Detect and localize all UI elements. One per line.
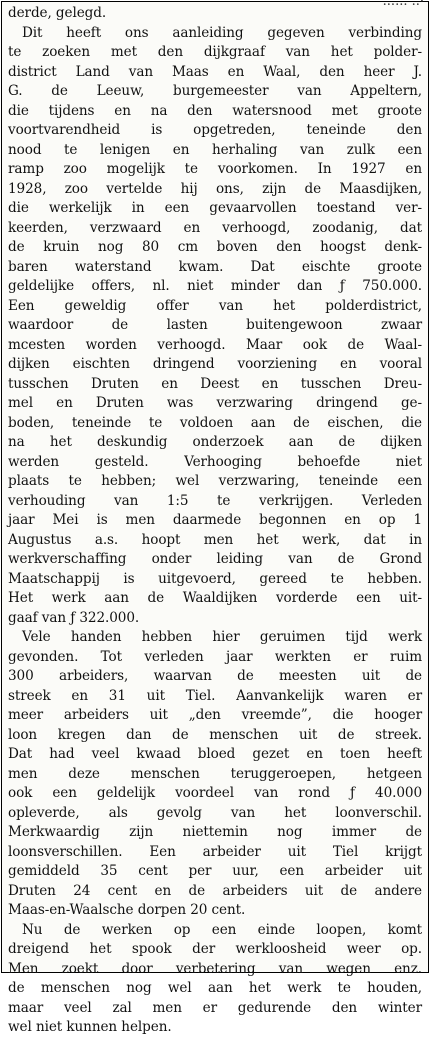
article-paragraph [8, 628, 422, 921]
text-line: district Land van Maas en Waal, den heer J. [8, 63, 422, 80]
text-line: Het werk aan de Waaldijken vorderde een uit- [8, 590, 422, 606]
text-line: Nu de werken op een einde loopen, komt [22, 921, 422, 938]
text-line: waardoor de lasten buitengewoon zwaar [8, 317, 422, 333]
text-line: G. de Leeuw, burgemeester van Appeltern, [8, 83, 422, 99]
text-line: verhouding van 1:5 te verkrijgen. Verleden [8, 492, 422, 509]
text-line: werden gesteld. Verhooging behoefde niet [8, 453, 422, 470]
text-line: tusschen Druten en Deest en tusschen Dreu- [8, 375, 422, 392]
text-line: nood te lenigen en herhaling van zulk een [8, 141, 422, 158]
text-line: Augustus a.s. hoopt men het werk, dat in [8, 531, 422, 548]
text-line: opleverde, als gevolg van het loonverschil. [8, 804, 422, 821]
text-line: te zoeken met den dijkgraaf van het polder- [8, 44, 422, 60]
text-line: Dat had veel kwaad bloed gezet en toen heeft [8, 746, 422, 762]
text-line: na het deskundig onderzoek aan de dijken [8, 434, 422, 450]
article-paragraph [8, 921, 422, 1038]
text-line: werkverschaffing onder leiding van de Grond [8, 551, 422, 567]
text-line: meer arbeiders uit „den vreemde”, die hooger [8, 707, 422, 723]
article-column [8, 4, 422, 1038]
text-line: streek en 31 uit Tiel. Aanvankelijk waren er [8, 687, 422, 704]
article-paragraph [8, 4, 422, 24]
text-line: keerden, verzwaard en verhoogd, zoodanig, dat [8, 219, 422, 236]
text-line: Maatschappij is uitgevoerd, gereed te hebben. [8, 570, 422, 587]
text-line: geldelijke offers, nl. niet minder dan ƒ 750.000. [8, 278, 422, 294]
text-line: wel niet kunnen helpen. [8, 1019, 172, 1035]
text-line: Vele handen hebben hier geruimen tijd werk [22, 629, 422, 645]
text-line: boden, teneinde te voldoen aan de eischen, die [8, 414, 422, 431]
text-line: die tijdens en na den watersnood met groote [8, 102, 422, 119]
text-line: dijken eischten dringend voorziening en vooral [8, 356, 422, 372]
text-line: jaar Mei is men daarmede begonnen en op 1 [8, 512, 422, 528]
header-fragment: ...... ..· [382, 0, 424, 9]
text-line: 1928, zoo vertelde hij ons, zijn de Maasdijken, [8, 180, 422, 197]
text-line: 300 arbeiders, waarvan de meesten uit de [8, 668, 422, 684]
text-line: derde, gelegd. [8, 5, 107, 21]
text-line: gaaf van ƒ 322.000. [8, 609, 140, 626]
text-line: Dit heeft ons aanleiding gegeven verbinding [22, 24, 422, 41]
text-line: Men zoekt door verbetering van wegen enz. [8, 960, 422, 977]
text-line: de menschen nog wel aan het werk te houden, [8, 980, 422, 996]
text-line: die werkelijk in een gevaarvollen toestand ver- [8, 200, 422, 216]
article-paragraph [8, 24, 422, 629]
text-line: loon kregen dan de menschen uit de streek. [8, 726, 422, 743]
text-line: dreigend het spook der werkloosheid weer op. [8, 941, 422, 957]
text-line: ramp zoo mogelijk te voorkomen. In 1927 en [8, 161, 422, 177]
text-line: loonsverschillen. Een arbeider uit Tiel krijgt [8, 843, 422, 860]
text-line: mcesten worden verhoogd. Maar ook de Waal- [8, 336, 422, 353]
newspaper-clipping [1, 0, 429, 1035]
text-line: voortvarendheid is opgetreden, teneinde den [8, 122, 422, 138]
text-line: men deze menschen teruggeroepen, hetgeen [8, 765, 422, 782]
text-line: Druten 24 cent en de arbeiders uit de andere [8, 882, 422, 899]
text-line: de kruin nog 80 cm boven den hoogst denk- [8, 239, 422, 255]
text-line: maar veel zal men er gedurende den winter [8, 999, 422, 1016]
text-line: baren waterstand kwam. Dat eischte groote [8, 258, 422, 275]
text-line: Een geweldig offer van het polderdistrict, [8, 297, 422, 314]
text-line: mel en Druten was verzwaring dringend ge- [8, 395, 422, 411]
text-line: Maas-en-Waalsche dorpen 20 cent. [8, 902, 246, 918]
text-line: gemiddeld 35 cent per uur, een arbeider uit [8, 863, 422, 879]
text-line: ook een geldelijk voordeel van rond ƒ 40.000 [8, 785, 422, 801]
text-line: Merkwaardig zijn niettemin nog immer de [8, 824, 422, 840]
text-line: plaats te hebben; wel verzwaring, teneinde een [8, 473, 422, 489]
text-line: gevonden. Tot verleden jaar werkten er ruim [8, 648, 422, 665]
